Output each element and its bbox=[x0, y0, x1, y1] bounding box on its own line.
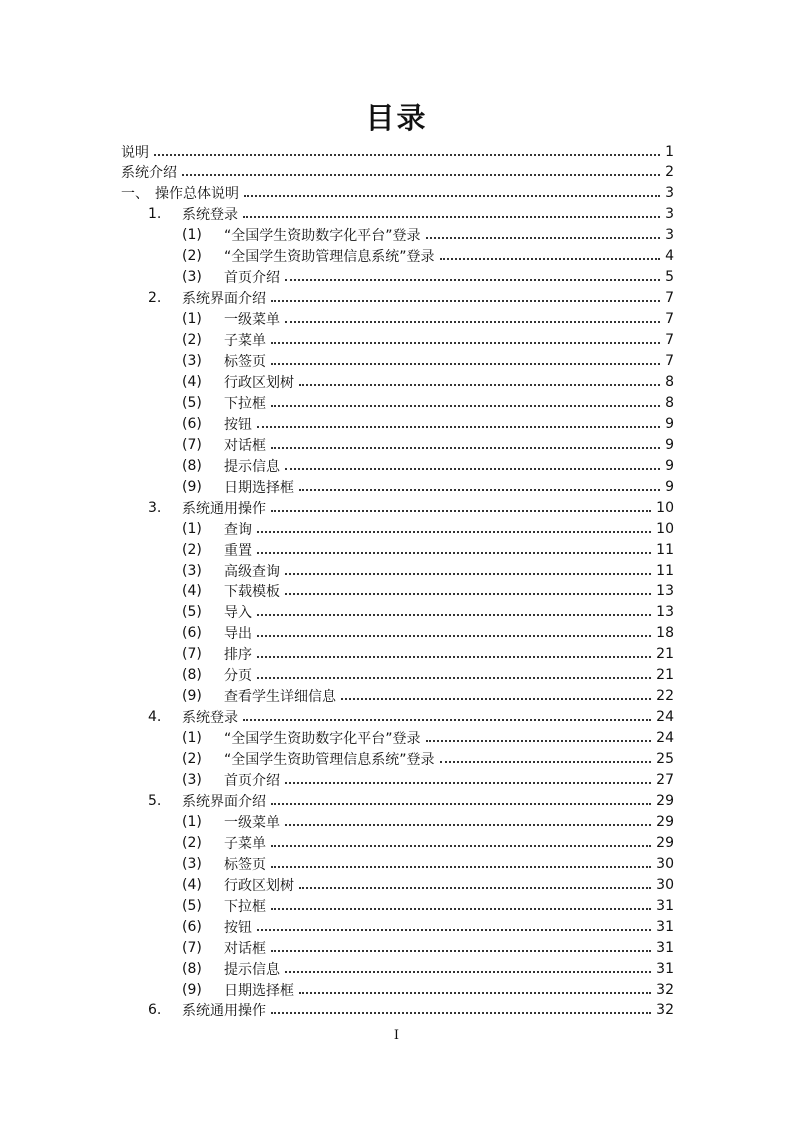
toc-entry-number: (1) bbox=[182, 813, 202, 830]
toc-entry-number: (6) bbox=[182, 918, 202, 935]
toc-entry-number: (3) bbox=[182, 269, 202, 286]
toc-entry-page: 29 bbox=[656, 813, 674, 830]
toc-entry[interactable] bbox=[0, 434, 793, 455]
toc-dot-leader bbox=[426, 237, 661, 239]
toc-entry-label: 说明 bbox=[121, 144, 149, 161]
toc-entry-page: 25 bbox=[656, 751, 674, 768]
toc-entry[interactable] bbox=[0, 853, 793, 874]
toc-dot-leader bbox=[299, 887, 651, 889]
toc-entry-number: (9) bbox=[182, 981, 202, 998]
toc-entry-label: 查询 bbox=[224, 521, 252, 538]
toc-entry-number: 4. bbox=[148, 709, 162, 726]
toc-entry-page: 31 bbox=[656, 897, 674, 914]
toc-entry-number: (1) bbox=[182, 730, 202, 747]
toc-entry-number: (7) bbox=[182, 646, 202, 663]
toc-entry-page: 3 bbox=[665, 206, 674, 223]
toc-entry-label: 首页介绍 bbox=[224, 270, 280, 287]
toc-entry[interactable] bbox=[0, 874, 793, 895]
toc-dot-leader bbox=[257, 552, 651, 554]
toc-entry-label: 行政区划树 bbox=[224, 374, 294, 391]
toc-entry-number: 6. bbox=[148, 1002, 162, 1019]
toc-dot-leader bbox=[257, 635, 651, 637]
toc-dot-leader bbox=[285, 593, 651, 595]
toc-entry-label: 系统界面介绍 bbox=[182, 291, 266, 308]
toc-dot-leader bbox=[271, 342, 660, 344]
toc-entry[interactable] bbox=[0, 539, 793, 560]
toc-entry-label: 标签页 bbox=[224, 354, 266, 370]
toc-dot-leader bbox=[257, 614, 651, 616]
toc-entry-label: 系统登录 bbox=[182, 710, 238, 727]
toc-entry-label: 按钮 bbox=[224, 416, 252, 433]
toc-entry-page: 7 bbox=[665, 353, 674, 369]
toc-entry-page: 21 bbox=[656, 667, 674, 684]
toc-entry-number: (3) bbox=[182, 353, 202, 369]
toc-entry[interactable] bbox=[0, 958, 793, 979]
toc-entry-page: 13 bbox=[656, 604, 674, 621]
toc-entry[interactable] bbox=[0, 1000, 793, 1021]
toc-entry-number: (9) bbox=[182, 478, 202, 495]
toc-entry-page: 22 bbox=[656, 688, 674, 705]
toc-entry[interactable] bbox=[0, 686, 793, 707]
toc-entry-label: “全国学生资助数字化平台”登录 bbox=[224, 731, 421, 748]
toc-entry-number: (2) bbox=[182, 751, 202, 768]
toc-entry-number: (8) bbox=[182, 960, 202, 977]
toc-dot-leader bbox=[285, 468, 660, 470]
toc-entry-page: 9 bbox=[665, 478, 674, 495]
toc-entry-number: 1. bbox=[148, 206, 162, 223]
toc-dot-leader bbox=[257, 656, 651, 658]
toc-entry-label: 按钮 bbox=[224, 919, 252, 936]
toc-entry-number: (4) bbox=[182, 373, 202, 390]
toc-entry-number: 3. bbox=[148, 499, 162, 516]
toc-entry-label: 首页介绍 bbox=[224, 773, 280, 789]
toc-entry[interactable] bbox=[0, 476, 793, 497]
toc-entry-page: 13 bbox=[656, 583, 674, 600]
toc-entry[interactable] bbox=[0, 141, 793, 162]
toc-entry-page: 30 bbox=[656, 855, 674, 872]
toc-dot-leader bbox=[285, 782, 651, 784]
toc-dot-leader bbox=[271, 845, 651, 847]
toc-entry[interactable] bbox=[0, 707, 793, 728]
toc-entry-page: 31 bbox=[656, 960, 674, 977]
toc-dot-leader bbox=[271, 908, 651, 910]
toc-entry-label: 导出 bbox=[224, 626, 252, 643]
toc-entry-page: 2 bbox=[665, 164, 674, 181]
toc-entry[interactable] bbox=[0, 225, 793, 246]
toc-entry-page: 1 bbox=[665, 143, 674, 160]
toc-entry-label: 对话框 bbox=[224, 437, 266, 454]
toc-entry[interactable] bbox=[0, 497, 793, 518]
toc-entry-label: 系统界面介绍 bbox=[182, 793, 266, 810]
toc-entry-page: 7 bbox=[665, 290, 674, 307]
toc-entry-label: 下拉框 bbox=[224, 898, 266, 915]
toc-entry[interactable] bbox=[0, 832, 793, 853]
toc-entry-label: 系统通用操作 bbox=[182, 500, 266, 517]
toc-entry-label: 行政区划树 bbox=[224, 877, 294, 894]
toc-entry[interactable] bbox=[0, 288, 793, 309]
toc-entry-page: 7 bbox=[665, 311, 674, 328]
toc-entry-number: (6) bbox=[182, 625, 202, 642]
toc-dot-leader bbox=[257, 677, 651, 679]
toc-entry-label: 查看学生详细信息 bbox=[224, 689, 336, 706]
toc-dot-leader bbox=[257, 929, 651, 931]
toc-dot-leader bbox=[271, 405, 660, 407]
toc-entry[interactable] bbox=[0, 790, 793, 811]
toc-entry-number: (5) bbox=[182, 604, 202, 621]
toc-dot-leader bbox=[285, 573, 651, 575]
toc-entry-label: 系统登录 bbox=[182, 207, 238, 224]
toc-entry-label: 子菜单 bbox=[224, 333, 266, 350]
toc-dot-leader bbox=[243, 216, 660, 218]
toc-entry[interactable] bbox=[0, 770, 793, 791]
toc-dot-leader bbox=[271, 447, 660, 449]
toc-dot-leader bbox=[426, 740, 652, 742]
toc-dot-leader bbox=[440, 761, 652, 763]
toc-dot-leader bbox=[271, 803, 651, 805]
toc-entry-label: 标签页 bbox=[224, 856, 266, 873]
toc-entry-number: (7) bbox=[182, 436, 202, 453]
toc-dot-leader bbox=[182, 174, 660, 176]
toc-entry-number: (6) bbox=[182, 415, 202, 432]
toc-entry-page: 5 bbox=[665, 269, 674, 286]
toc-entry-label: 下拉框 bbox=[224, 395, 266, 412]
toc-dot-leader bbox=[299, 489, 660, 491]
toc-entry-label: 日期选择框 bbox=[224, 479, 294, 496]
toc-entry[interactable] bbox=[0, 455, 793, 476]
toc-dot-leader bbox=[271, 300, 660, 302]
toc-dot-leader bbox=[154, 154, 660, 156]
toc-entry-number: (3) bbox=[182, 562, 202, 579]
toc-entry-number: (4) bbox=[182, 583, 202, 600]
toc-entry-label: “全国学生资助管理信息系统”登录 bbox=[224, 752, 435, 769]
toc-entry-number: 5. bbox=[148, 792, 162, 809]
toc-entry-page: 3 bbox=[665, 185, 674, 202]
toc-dot-leader bbox=[341, 698, 651, 700]
toc-dot-leader bbox=[271, 950, 651, 952]
toc-dot-leader bbox=[271, 363, 660, 365]
toc-dot-leader bbox=[285, 279, 660, 281]
toc-entry[interactable] bbox=[0, 351, 793, 372]
toc-entry-label: 重置 bbox=[224, 542, 252, 559]
toc-entry-number: (8) bbox=[182, 457, 202, 474]
toc-entry-number: (5) bbox=[182, 897, 202, 914]
toc-dot-leader bbox=[257, 426, 660, 428]
toc-entry[interactable] bbox=[0, 183, 793, 204]
toc-entry-page: 11 bbox=[656, 541, 674, 558]
toc-dot-leader bbox=[243, 719, 651, 721]
toc-entry[interactable] bbox=[0, 623, 793, 644]
toc-dot-leader bbox=[271, 510, 651, 512]
toc-entry-page: 8 bbox=[665, 394, 674, 411]
toc-entry-page: 9 bbox=[665, 415, 674, 432]
toc-entry-page: 10 bbox=[656, 520, 674, 537]
toc-entry-page: 32 bbox=[656, 981, 674, 998]
page-title: 目录 bbox=[365, 101, 428, 135]
toc-entry-page: 21 bbox=[656, 646, 674, 663]
toc-dot-leader bbox=[285, 971, 651, 973]
toc-entry-label: 导入 bbox=[224, 605, 252, 622]
toc-entry-page: 4 bbox=[665, 248, 674, 265]
toc-entry-label: 操作总体说明 bbox=[155, 186, 239, 203]
toc-entry-page: 10 bbox=[656, 499, 674, 516]
toc-entry-page: 7 bbox=[665, 332, 674, 349]
toc-entry-number: (7) bbox=[182, 939, 202, 956]
toc-entry-number: (2) bbox=[182, 834, 202, 851]
toc-dot-leader bbox=[299, 384, 660, 386]
toc-entry-number: (8) bbox=[182, 667, 202, 684]
toc-entry-label: “全国学生资助管理信息系统”登录 bbox=[224, 249, 435, 266]
toc-entry[interactable] bbox=[0, 895, 793, 916]
toc-entry-label: 高级查询 bbox=[224, 563, 280, 580]
toc-entry[interactable] bbox=[0, 204, 793, 225]
toc-entry[interactable] bbox=[0, 749, 793, 770]
toc-entry-label: 下载模板 bbox=[224, 584, 280, 601]
toc-entry-page: 30 bbox=[656, 876, 674, 893]
toc-entry-number: (2) bbox=[182, 332, 202, 349]
toc-entry-page: 11 bbox=[656, 562, 674, 579]
toc-dot-leader bbox=[244, 195, 660, 197]
toc-entry-number: (1) bbox=[182, 520, 202, 537]
toc-dot-leader bbox=[257, 531, 651, 533]
toc-entry-label: 分页 bbox=[224, 668, 252, 685]
toc-entry-number: (1) bbox=[182, 311, 202, 328]
toc-entry-number: (1) bbox=[182, 227, 202, 244]
toc-entry-label: 提示信息 bbox=[224, 458, 280, 475]
toc-entry[interactable] bbox=[0, 811, 793, 832]
toc-entry[interactable] bbox=[0, 518, 793, 539]
toc-entry[interactable] bbox=[0, 330, 793, 351]
toc-entry-label: 提示信息 bbox=[224, 961, 280, 978]
toc-entry[interactable] bbox=[0, 309, 793, 330]
toc-entry[interactable] bbox=[0, 560, 793, 581]
toc-entry[interactable] bbox=[0, 246, 793, 267]
toc-entry-page: 8 bbox=[665, 373, 674, 390]
toc-entry[interactable] bbox=[0, 602, 793, 623]
toc-entry-page: 9 bbox=[665, 457, 674, 474]
toc-entry-number: (3) bbox=[182, 772, 202, 788]
toc-entry[interactable] bbox=[0, 916, 793, 937]
toc-entry-page: 29 bbox=[656, 834, 674, 851]
toc-entry-label: 一级菜单 bbox=[224, 312, 280, 329]
toc-entry[interactable] bbox=[0, 267, 793, 288]
toc-entry-number: (9) bbox=[182, 688, 202, 705]
toc-entry-label: 子菜单 bbox=[224, 835, 266, 852]
toc-entry-label: 日期选择框 bbox=[224, 982, 294, 999]
toc-entry-number: (2) bbox=[182, 248, 202, 265]
toc-entry-number: 2. bbox=[148, 290, 162, 307]
toc-dot-leader bbox=[299, 992, 651, 994]
toc-entry[interactable] bbox=[0, 581, 793, 602]
toc-entry[interactable] bbox=[0, 937, 793, 958]
toc-entry-label: “全国学生资助数字化平台”登录 bbox=[224, 228, 421, 245]
toc-entry-number: 一、 bbox=[121, 186, 149, 203]
toc-entry-number: (5) bbox=[182, 394, 202, 411]
toc-dot-leader bbox=[285, 321, 660, 323]
toc-dot-leader bbox=[285, 824, 651, 826]
toc-entry-label: 对话框 bbox=[224, 940, 266, 957]
toc-dot-leader bbox=[440, 258, 661, 260]
toc-entry-page: 3 bbox=[665, 227, 674, 244]
toc-entry-page: 24 bbox=[656, 730, 674, 747]
toc-entry[interactable] bbox=[0, 665, 793, 686]
toc-entry-number: (2) bbox=[182, 541, 202, 558]
toc-entry[interactable] bbox=[0, 728, 793, 749]
toc-entry-page: 9 bbox=[665, 436, 674, 453]
toc-entry[interactable] bbox=[0, 979, 793, 1000]
toc-dot-leader bbox=[271, 866, 651, 868]
toc-entry-label: 一级菜单 bbox=[224, 814, 280, 831]
toc-entry-page: 32 bbox=[656, 1002, 674, 1019]
toc-entry-page: 18 bbox=[656, 625, 674, 642]
toc-dot-leader bbox=[271, 1012, 651, 1014]
toc-entry[interactable] bbox=[0, 644, 793, 665]
toc-entry-label: 排序 bbox=[224, 647, 252, 664]
toc-entry[interactable] bbox=[0, 413, 793, 434]
toc-entry-label: 系统介绍 bbox=[121, 165, 177, 182]
toc-entry-page: 29 bbox=[656, 792, 674, 809]
toc-entry-number: (4) bbox=[182, 876, 202, 893]
toc-entry-page: 31 bbox=[656, 918, 674, 935]
toc-entry[interactable] bbox=[0, 162, 793, 183]
toc-entry-number: (3) bbox=[182, 855, 202, 872]
toc-entry[interactable] bbox=[0, 371, 793, 392]
page-number-footer: I bbox=[393, 1028, 400, 1043]
toc-entry-page: 31 bbox=[656, 939, 674, 956]
toc-entry-page: 24 bbox=[656, 709, 674, 726]
toc-entry[interactable] bbox=[0, 392, 793, 413]
toc-entry-page: 27 bbox=[656, 772, 674, 788]
toc-entry-label: 系统通用操作 bbox=[182, 1003, 266, 1020]
